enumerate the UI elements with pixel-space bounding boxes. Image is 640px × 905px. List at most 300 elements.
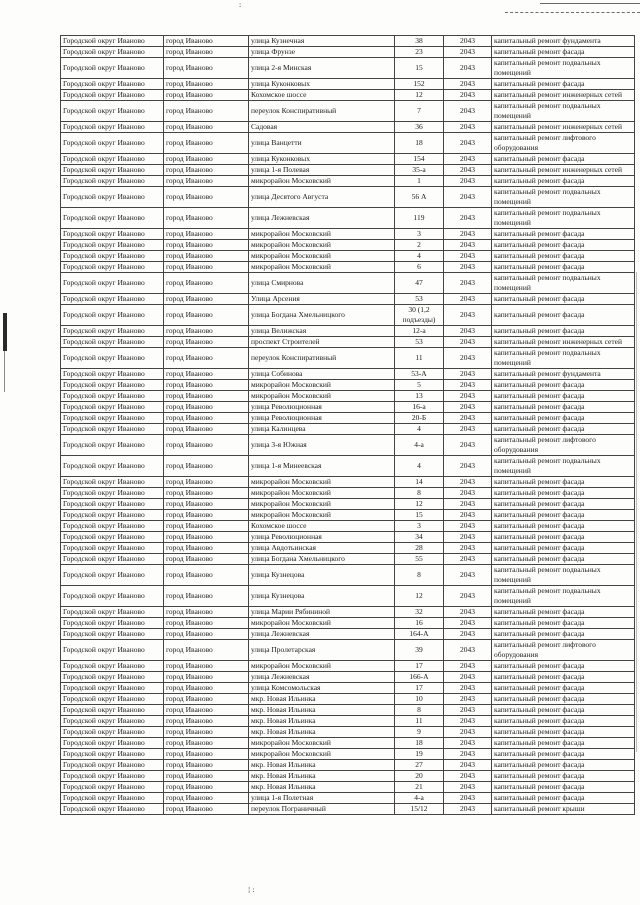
cell-city: город Иваново <box>164 380 249 391</box>
table-row <box>61 727 635 738</box>
cell-street: микрорайон Московский <box>249 488 395 499</box>
cell-municipality: Городской округ Иваново <box>61 435 164 456</box>
cell-city: город Иваново <box>164 79 249 90</box>
cell-municipality: Городской округ Иваново <box>61 456 164 477</box>
cell-work-type: капитальный ремонт фасада <box>492 521 635 532</box>
cell-city: город Иваново <box>164 337 249 348</box>
cell-work-type: капитальный ремонт фасада <box>492 229 635 240</box>
cell-year: 2043 <box>444 187 492 208</box>
cell-city: город Иваново <box>164 782 249 793</box>
table-row <box>61 543 635 554</box>
cell-street: улица Лежневская <box>249 672 395 683</box>
cell-municipality: Городской округ Иваново <box>61 273 164 294</box>
cell-street: улица Фрунзе <box>249 47 395 58</box>
cell-work-type: капитальный ремонт крыши <box>492 804 635 815</box>
cell-street: микрорайон Московский <box>249 510 395 521</box>
cell-street: улица Куконковых <box>249 79 395 90</box>
cell-year: 2043 <box>444 705 492 716</box>
cell-street: микрорайон Московский <box>249 251 395 262</box>
cell-work-type: капитальный ремонт фасада <box>492 240 635 251</box>
cell-city: город Иваново <box>164 154 249 165</box>
table-row <box>61 90 635 101</box>
cell-municipality: Городской округ Иваново <box>61 208 164 229</box>
cell-municipality: Городской округ Иваново <box>61 629 164 640</box>
cell-city: город Иваново <box>164 499 249 510</box>
cell-house-number: 39 <box>395 640 444 661</box>
cell-city: город Иваново <box>164 229 249 240</box>
cell-street: микрорайон Московский <box>249 661 395 672</box>
cell-street: улица Ванцетти <box>249 133 395 154</box>
cell-work-type: капитальный ремонт фасада <box>492 402 635 413</box>
cell-city: город Иваново <box>164 488 249 499</box>
cell-year: 2043 <box>444 782 492 793</box>
cell-house-number: 8 <box>395 705 444 716</box>
table-row <box>61 369 635 380</box>
cell-work-type: капитальный ремонт инженерных сетей <box>492 337 635 348</box>
cell-city: город Иваново <box>164 532 249 543</box>
cell-work-type: капитальный ремонт фасада <box>492 554 635 565</box>
cell-municipality: Городской округ Иваново <box>61 716 164 727</box>
cell-house-number: 16 <box>395 618 444 629</box>
cell-municipality: Городской округ Иваново <box>61 760 164 771</box>
cell-year: 2043 <box>444 586 492 607</box>
cell-street: микрорайон Московский <box>249 499 395 510</box>
table-row <box>61 488 635 499</box>
cell-house-number: 28 <box>395 543 444 554</box>
cell-municipality: Городской округ Иваново <box>61 294 164 305</box>
cell-street: мкр. Новая Ильинка <box>249 694 395 705</box>
cell-street: микрорайон Московский <box>249 391 395 402</box>
cell-street: улица Собинова <box>249 369 395 380</box>
cell-street: проспект Строителей <box>249 337 395 348</box>
cell-city: город Иваново <box>164 694 249 705</box>
cell-municipality: Городской округ Иваново <box>61 532 164 543</box>
table-row <box>61 782 635 793</box>
table-row <box>61 326 635 337</box>
cell-work-type: капитальный ремонт фасада <box>492 771 635 782</box>
table-row <box>61 165 635 176</box>
cell-house-number: 14 <box>395 477 444 488</box>
cell-house-number: 3 <box>395 229 444 240</box>
cell-street: микрорайон Московский <box>249 176 395 187</box>
table-row <box>61 402 635 413</box>
cell-year: 2043 <box>444 793 492 804</box>
table-row <box>61 716 635 727</box>
cell-street: улица 1-я Полевая <box>249 165 395 176</box>
cell-house-number: 53-А <box>395 369 444 380</box>
cell-house-number: 6 <box>395 262 444 273</box>
cell-street: улица Куконковых <box>249 154 395 165</box>
cell-house-number: 5 <box>395 380 444 391</box>
cell-house-number: 11 <box>395 348 444 369</box>
cell-work-type: капитальный ремонт инженерных сетей <box>492 165 635 176</box>
cell-municipality: Городской округ Иваново <box>61 101 164 122</box>
cell-city: город Иваново <box>164 326 249 337</box>
cell-municipality: Городской округ Иваново <box>61 510 164 521</box>
cell-city: город Иваново <box>164 672 249 683</box>
cell-municipality: Городской округ Иваново <box>61 640 164 661</box>
cell-municipality: Городской округ Иваново <box>61 165 164 176</box>
cell-street: Садовая <box>249 122 395 133</box>
cell-year: 2043 <box>444 208 492 229</box>
cell-house-number: 8 <box>395 565 444 586</box>
cell-house-number: 166-А <box>395 672 444 683</box>
cell-street: переулок Конспиративный <box>249 101 395 122</box>
cell-city: город Иваново <box>164 456 249 477</box>
cell-city: город Иваново <box>164 262 249 273</box>
cell-municipality: Городской округ Иваново <box>61 565 164 586</box>
cell-work-type: капитальный ремонт фасада <box>492 749 635 760</box>
cell-year: 2043 <box>444 804 492 815</box>
cell-street: улица Богдана Хмельницкого <box>249 305 395 326</box>
table-row <box>61 607 635 618</box>
scan-artifact-left-bar-tail <box>4 351 5 392</box>
cell-year: 2043 <box>444 477 492 488</box>
cell-year: 2043 <box>444 380 492 391</box>
cell-street: микрорайон Московский <box>249 477 395 488</box>
cell-city: город Иваново <box>164 402 249 413</box>
cell-street: улица Десятого Августа <box>249 187 395 208</box>
cell-year: 2043 <box>444 337 492 348</box>
cell-work-type: капитальный ремонт фасада <box>492 694 635 705</box>
table-row <box>61 521 635 532</box>
cell-house-number: 36 <box>395 122 444 133</box>
table-row <box>61 391 635 402</box>
cell-city: город Иваново <box>164 90 249 101</box>
cell-street: улица 2-я Минская <box>249 58 395 79</box>
cell-city: город Иваново <box>164 586 249 607</box>
cell-year: 2043 <box>444 760 492 771</box>
cell-municipality: Городской округ Иваново <box>61 391 164 402</box>
cell-street: улица Велижская <box>249 326 395 337</box>
cell-city: город Иваново <box>164 101 249 122</box>
cell-work-type: капитальный ремонт фасада <box>492 424 635 435</box>
cell-city: город Иваново <box>164 251 249 262</box>
cell-house-number: 23 <box>395 47 444 58</box>
cell-city: город Иваново <box>164 391 249 402</box>
cell-municipality: Городской округ Иваново <box>61 477 164 488</box>
cell-city: город Иваново <box>164 165 249 176</box>
table-row <box>61 294 635 305</box>
table-row <box>61 262 635 273</box>
cell-house-number: 15/12 <box>395 804 444 815</box>
table-row <box>61 640 635 661</box>
cell-municipality: Городской округ Иваново <box>61 305 164 326</box>
cell-year: 2043 <box>444 435 492 456</box>
cell-street: улица Кузнецова <box>249 586 395 607</box>
cell-municipality: Городской округ Иваново <box>61 58 164 79</box>
scan-artifact-dash-top-right-2 <box>505 12 640 13</box>
cell-work-type: капитальный ремонт фасада <box>492 782 635 793</box>
table-row <box>61 586 635 607</box>
cell-year: 2043 <box>444 499 492 510</box>
cell-city: город Иваново <box>164 727 249 738</box>
cell-work-type: капитальный ремонт фасада <box>492 705 635 716</box>
cell-work-type: капитальный ремонт фасада <box>492 738 635 749</box>
cell-street: микрорайон Московский <box>249 749 395 760</box>
table-row <box>61 532 635 543</box>
cell-city: город Иваново <box>164 738 249 749</box>
cell-municipality: Городской округ Иваново <box>61 240 164 251</box>
cell-municipality: Городской округ Иваново <box>61 337 164 348</box>
table-row <box>61 760 635 771</box>
table-row <box>61 176 635 187</box>
table-row <box>61 122 635 133</box>
cell-year: 2043 <box>444 554 492 565</box>
cell-work-type: капитальный ремонт подвальных помещений <box>492 348 635 369</box>
cell-city: город Иваново <box>164 47 249 58</box>
cell-house-number: 17 <box>395 683 444 694</box>
cell-year: 2043 <box>444 543 492 554</box>
cell-house-number: 4 <box>395 251 444 262</box>
cell-city: город Иваново <box>164 294 249 305</box>
table-row <box>61 240 635 251</box>
cell-work-type: капитальный ремонт лифтового оборудования <box>492 435 635 456</box>
cell-year: 2043 <box>444 640 492 661</box>
cell-municipality: Городской округ Иваново <box>61 176 164 187</box>
cell-house-number: 16-а <box>395 402 444 413</box>
cell-year: 2043 <box>444 661 492 672</box>
cell-street: Кохомское шоссе <box>249 90 395 101</box>
table-row <box>61 683 635 694</box>
cell-street: улица Пролетарская <box>249 640 395 661</box>
cell-municipality: Городской округ Иваново <box>61 607 164 618</box>
cell-street: микрорайон Московский <box>249 262 395 273</box>
table-row <box>61 413 635 424</box>
table-row <box>61 273 635 294</box>
cell-municipality: Городской округ Иваново <box>61 499 164 510</box>
cell-year: 2043 <box>444 532 492 543</box>
cell-year: 2043 <box>444 262 492 273</box>
cell-municipality: Городской округ Иваново <box>61 133 164 154</box>
cell-year: 2043 <box>444 348 492 369</box>
cell-municipality: Городской округ Иваново <box>61 543 164 554</box>
cell-house-number: 20-Б <box>395 413 444 424</box>
cell-street: улица Комсомольская <box>249 683 395 694</box>
cell-house-number: 15 <box>395 510 444 521</box>
cell-street: улица Калинцева <box>249 424 395 435</box>
cell-work-type: капитальный ремонт подвальных помещений <box>492 187 635 208</box>
cell-municipality: Городской округ Иваново <box>61 661 164 672</box>
cell-municipality: Городской округ Иваново <box>61 618 164 629</box>
cell-work-type: капитальный ремонт фасада <box>492 79 635 90</box>
table-row <box>61 661 635 672</box>
cell-city: город Иваново <box>164 760 249 771</box>
cell-work-type: капитальный ремонт подвальных помещений <box>492 586 635 607</box>
cell-city: город Иваново <box>164 521 249 532</box>
cell-work-type: капитальный ремонт подвальных помещений <box>492 208 635 229</box>
cell-house-number: 12-а <box>395 326 444 337</box>
cell-year: 2043 <box>444 133 492 154</box>
cell-street: переулок Конспиративный <box>249 348 395 369</box>
cell-house-number: 47 <box>395 273 444 294</box>
table-row <box>61 229 635 240</box>
cell-house-number: 18 <box>395 738 444 749</box>
cell-work-type: капитальный ремонт фасада <box>492 154 635 165</box>
cell-municipality: Городской округ Иваново <box>61 586 164 607</box>
cell-city: город Иваново <box>164 435 249 456</box>
table-row <box>61 348 635 369</box>
cell-work-type: капитальный ремонт фасада <box>492 47 635 58</box>
cell-city: город Иваново <box>164 58 249 79</box>
cell-street: Кохомское шоссе <box>249 521 395 532</box>
table-row <box>61 187 635 208</box>
cell-city: город Иваново <box>164 804 249 815</box>
cell-house-number: 119 <box>395 208 444 229</box>
cell-house-number: 34 <box>395 532 444 543</box>
table-row <box>61 58 635 79</box>
table-row <box>61 738 635 749</box>
cell-house-number: 7 <box>395 101 444 122</box>
cell-year: 2043 <box>444 629 492 640</box>
cell-house-number: 19 <box>395 749 444 760</box>
cell-municipality: Городской округ Иваново <box>61 705 164 716</box>
cell-year: 2043 <box>444 565 492 586</box>
cell-municipality: Городской округ Иваново <box>61 793 164 804</box>
cell-year: 2043 <box>444 424 492 435</box>
table-row <box>61 565 635 586</box>
cell-year: 2043 <box>444 122 492 133</box>
cell-work-type: капитальный ремонт подвальных помещений <box>492 101 635 122</box>
cell-street: улица 3-я Южная <box>249 435 395 456</box>
cell-street: улица Смирнова <box>249 273 395 294</box>
cell-city: город Иваново <box>164 683 249 694</box>
cell-year: 2043 <box>444 79 492 90</box>
cell-year: 2043 <box>444 716 492 727</box>
cell-year: 2043 <box>444 90 492 101</box>
table-row <box>61 793 635 804</box>
capital-repair-plan-table <box>60 35 635 815</box>
cell-year: 2043 <box>444 672 492 683</box>
scan-artifact-right-edge <box>636 272 637 752</box>
cell-year: 2043 <box>444 229 492 240</box>
cell-year: 2043 <box>444 154 492 165</box>
table-row <box>61 154 635 165</box>
cell-house-number: 32 <box>395 607 444 618</box>
cell-house-number: 30 (1,2 подъезды) <box>395 305 444 326</box>
cell-year: 2043 <box>444 521 492 532</box>
cell-work-type: капитальный ремонт фасада <box>492 380 635 391</box>
cell-street: мкр. Новая Ильинка <box>249 716 395 727</box>
cell-municipality: Городской округ Иваново <box>61 47 164 58</box>
table-row <box>61 749 635 760</box>
cell-house-number: 53 <box>395 337 444 348</box>
cell-municipality: Городской округ Иваново <box>61 326 164 337</box>
cell-city: город Иваново <box>164 208 249 229</box>
cell-house-number: 56 А <box>395 187 444 208</box>
cell-year: 2043 <box>444 749 492 760</box>
cell-municipality: Городской округ Иваново <box>61 187 164 208</box>
cell-work-type: капитальный ремонт фасада <box>492 716 635 727</box>
table-row <box>61 629 635 640</box>
cell-municipality: Городской округ Иваново <box>61 771 164 782</box>
cell-year: 2043 <box>444 36 492 47</box>
cell-work-type: капитальный ремонт подвальных помещений <box>492 58 635 79</box>
cell-work-type: капитальный ремонт фасада <box>492 391 635 402</box>
cell-work-type: капитальный ремонт подвальных помещений <box>492 565 635 586</box>
cell-street: микрорайон Московский <box>249 229 395 240</box>
cell-municipality: Городской округ Иваново <box>61 738 164 749</box>
cell-work-type: капитальный ремонт фасада <box>492 683 635 694</box>
cell-city: город Иваново <box>164 510 249 521</box>
cell-municipality: Городской округ Иваново <box>61 782 164 793</box>
cell-municipality: Городской округ Иваново <box>61 36 164 47</box>
cell-street: улица Марии Рябининой <box>249 607 395 618</box>
cell-year: 2043 <box>444 694 492 705</box>
table-row <box>61 380 635 391</box>
cell-house-number: 35-а <box>395 165 444 176</box>
cell-year: 2043 <box>444 58 492 79</box>
cell-work-type: капитальный ремонт фундамента <box>492 36 635 47</box>
cell-work-type: капитальный ремонт фундамента <box>492 369 635 380</box>
cell-street: улица Революционная <box>249 413 395 424</box>
cell-work-type: капитальный ремонт лифтового оборудования <box>492 133 635 154</box>
cell-work-type: капитальный ремонт фасада <box>492 499 635 510</box>
cell-year: 2043 <box>444 165 492 176</box>
cell-year: 2043 <box>444 101 492 122</box>
cell-city: город Иваново <box>164 413 249 424</box>
cell-municipality: Городской округ Иваново <box>61 749 164 760</box>
cell-house-number: 17 <box>395 661 444 672</box>
cell-work-type: капитальный ремонт подвальных помещений <box>492 273 635 294</box>
table-row <box>61 499 635 510</box>
cell-city: город Иваново <box>164 305 249 326</box>
cell-city: город Иваново <box>164 348 249 369</box>
cell-city: город Иваново <box>164 618 249 629</box>
cell-house-number: 11 <box>395 716 444 727</box>
cell-street: улица Кузнечная <box>249 36 395 47</box>
table-row <box>61 208 635 229</box>
cell-work-type: капитальный ремонт фасада <box>492 477 635 488</box>
cell-city: город Иваново <box>164 176 249 187</box>
table-row <box>61 101 635 122</box>
cell-city: город Иваново <box>164 122 249 133</box>
cell-municipality: Городской округ Иваново <box>61 369 164 380</box>
cell-municipality: Городской округ Иваново <box>61 413 164 424</box>
cell-house-number: 152 <box>395 79 444 90</box>
table-body <box>61 36 635 815</box>
table-row <box>61 672 635 683</box>
cell-city: город Иваново <box>164 771 249 782</box>
cell-year: 2043 <box>444 369 492 380</box>
cell-house-number: 38 <box>395 36 444 47</box>
cell-street: Улица Арсения <box>249 294 395 305</box>
table-row <box>61 456 635 477</box>
cell-city: город Иваново <box>164 793 249 804</box>
table-row <box>61 705 635 716</box>
cell-work-type: капитальный ремонт фасада <box>492 661 635 672</box>
cell-house-number: 3 <box>395 521 444 532</box>
table-row <box>61 618 635 629</box>
cell-city: город Иваново <box>164 187 249 208</box>
cell-work-type: капитальный ремонт фасада <box>492 305 635 326</box>
cell-street: улица 1-я Полетная <box>249 793 395 804</box>
scan-artifact-dash-top-right-1 <box>540 3 640 4</box>
cell-house-number: 1 <box>395 176 444 187</box>
cell-street: улица Лежневская <box>249 208 395 229</box>
cell-work-type: капитальный ремонт фасада <box>492 618 635 629</box>
scan-artifact-top-colon: : <box>238 1 243 9</box>
cell-municipality: Городской округ Иваново <box>61 554 164 565</box>
cell-municipality: Городской округ Иваново <box>61 521 164 532</box>
cell-house-number: 12 <box>395 499 444 510</box>
cell-street: улица Революционная <box>249 532 395 543</box>
cell-municipality: Городской округ Иваново <box>61 122 164 133</box>
cell-house-number: 18 <box>395 133 444 154</box>
cell-work-type: капитальный ремонт фасада <box>492 488 635 499</box>
cell-year: 2043 <box>444 251 492 262</box>
cell-house-number: 21 <box>395 782 444 793</box>
